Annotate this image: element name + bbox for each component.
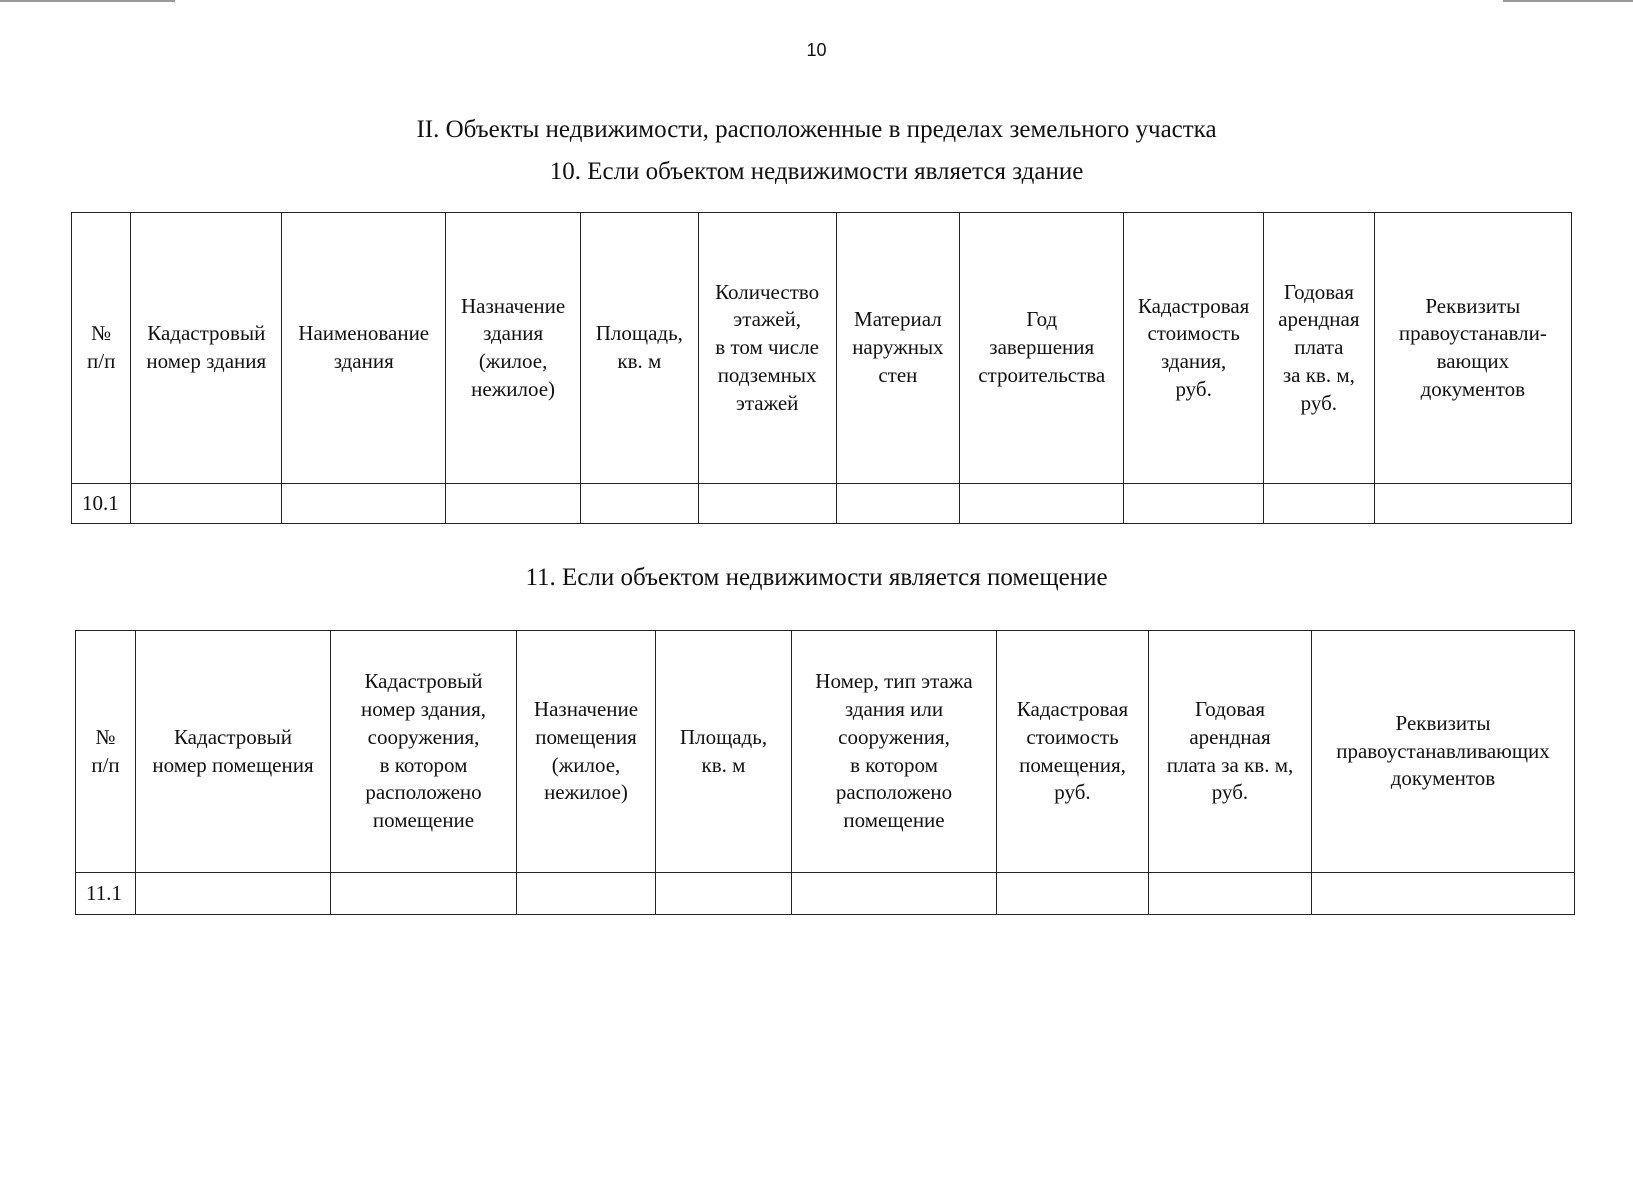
data-cell[interactable] — [792, 873, 997, 915]
row-number-cell: 11.1 — [76, 873, 136, 915]
header-cell: Площадь, кв. м — [581, 213, 699, 484]
header-cell: Годовая арендная плата за кв. м, руб. — [1149, 631, 1312, 873]
scan-edge-line — [0, 0, 175, 2]
data-cell[interactable] — [1149, 873, 1312, 915]
data-cell[interactable] — [698, 484, 836, 524]
header-cell: № п/п — [76, 631, 136, 873]
header-cell: Площадь, кв. м — [656, 631, 792, 873]
header-cell: Кадастровый номер здания — [131, 213, 282, 484]
table-header-row — [76, 631, 1575, 873]
header-cell: Наименование здания — [282, 213, 446, 484]
data-cell[interactable] — [282, 484, 446, 524]
header-cell: Назначение здания (жилое, нежилое) — [446, 213, 581, 484]
header-cell: Материал наружных стен — [836, 213, 960, 484]
header-cell: Кадастровая стоимость помещения, руб. — [997, 631, 1149, 873]
header-cell: Реквизиты правоустанавли- вающих документов — [1374, 213, 1571, 484]
header-cell: Годовая арендная плата за кв. м, руб. — [1264, 213, 1375, 484]
table10-title: 10. Если объектом недвижимости является здание — [549, 158, 1084, 185]
header-cell: Номер, тип этажа здания или сооружения, в котором расположено помещение — [792, 631, 997, 873]
scan-edge-line — [1503, 0, 1633, 2]
data-cell[interactable] — [331, 873, 517, 915]
table11-title: 11. Если объектом недвижимости является помещение — [525, 564, 1108, 591]
buildings-table — [71, 212, 1572, 524]
data-cell[interactable] — [517, 873, 656, 915]
data-cell[interactable] — [581, 484, 699, 524]
data-cell[interactable] — [446, 484, 581, 524]
data-cell[interactable] — [997, 873, 1149, 915]
header-cell: Кадастровая стоимость здания, руб. — [1124, 213, 1264, 484]
row-number-cell: 10.1 — [72, 484, 131, 524]
header-cell: Назначение помещения (жилое, нежилое) — [517, 631, 656, 873]
data-cell[interactable] — [656, 873, 792, 915]
data-cell[interactable] — [836, 484, 960, 524]
header-cell: Реквизиты правоустанавливающих документов — [1312, 631, 1575, 873]
table-row — [76, 873, 1575, 915]
header-cell: № п/п — [72, 213, 131, 484]
header-cell: Год завершения строительства — [960, 213, 1124, 484]
data-cell[interactable] — [1264, 484, 1375, 524]
table-header-row — [72, 213, 1572, 484]
section-title: II. Объекты недвижимости, расположенные в пределах земельного участка — [416, 116, 1217, 143]
data-cell[interactable] — [1374, 484, 1571, 524]
data-cell[interactable] — [1312, 873, 1575, 915]
header-cell: Кадастровый номер здания, сооружения, в котором расположено помещение — [331, 631, 517, 873]
data-cell[interactable] — [136, 873, 331, 915]
page-number: 10 — [806, 40, 827, 60]
data-cell[interactable] — [960, 484, 1124, 524]
data-cell[interactable] — [1124, 484, 1264, 524]
data-cell[interactable] — [131, 484, 282, 524]
table-row — [72, 484, 1572, 524]
header-cell: Кадастровый номер помещения — [136, 631, 331, 873]
premises-table — [75, 630, 1575, 915]
header-cell: Количество этажей, в том числе подземных этажей — [698, 213, 836, 484]
